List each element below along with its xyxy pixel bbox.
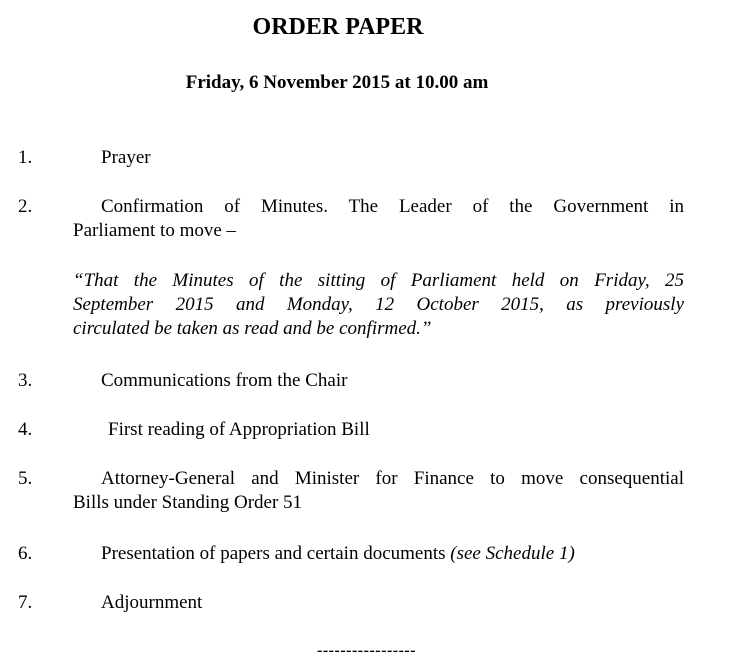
order-paper-title: ORDER PAPER xyxy=(252,14,424,40)
item-5-line-2: Bills under Standing Order 51 xyxy=(73,492,303,513)
item-5-body xyxy=(73,467,684,515)
item-6-number: 6. xyxy=(18,543,33,564)
item-2-number: 2. xyxy=(18,196,33,217)
item-2-line-1: Confirmation of Minutes. The Leader of the Government in xyxy=(101,196,684,217)
sitting-date: Friday, 6 November 2015 at 10.00 am xyxy=(185,72,489,93)
item-2-line-2: Parliament to move – xyxy=(73,220,237,241)
item-4-text: First reading of Appropriation Bill xyxy=(108,419,370,440)
item-4-number: 4. xyxy=(18,419,33,440)
item-1-number: 1. xyxy=(18,147,33,168)
item-6-text: Presentation of papers and certain documents xyxy=(101,543,446,564)
item-1-text: Prayer xyxy=(101,147,151,168)
item-2-motion xyxy=(73,269,684,341)
item-7-number: 7. xyxy=(18,592,33,613)
end-separator: ----------------- xyxy=(317,642,417,659)
item-6-note: (see Schedule 1) xyxy=(450,543,575,564)
motion-line-1: “That the Minutes of the sitting of Parliament held on Friday, 25 xyxy=(73,270,684,291)
item-6-text-row xyxy=(101,542,575,566)
item-5-number: 5. xyxy=(18,468,33,489)
item-3-text: Communications from the Chair xyxy=(101,370,348,391)
item-2-body xyxy=(73,195,684,243)
motion-line-3: circulated be taken as read and be confirmed.” xyxy=(73,318,432,339)
item-7-text: Adjournment xyxy=(101,592,203,613)
item-5-line-1: Attorney-General and Minister for Finance to move consequential xyxy=(101,468,684,489)
motion-line-2: September 2015 and Monday, 12 October 2015, as previously xyxy=(73,294,684,315)
item-3-number: 3. xyxy=(18,370,33,391)
